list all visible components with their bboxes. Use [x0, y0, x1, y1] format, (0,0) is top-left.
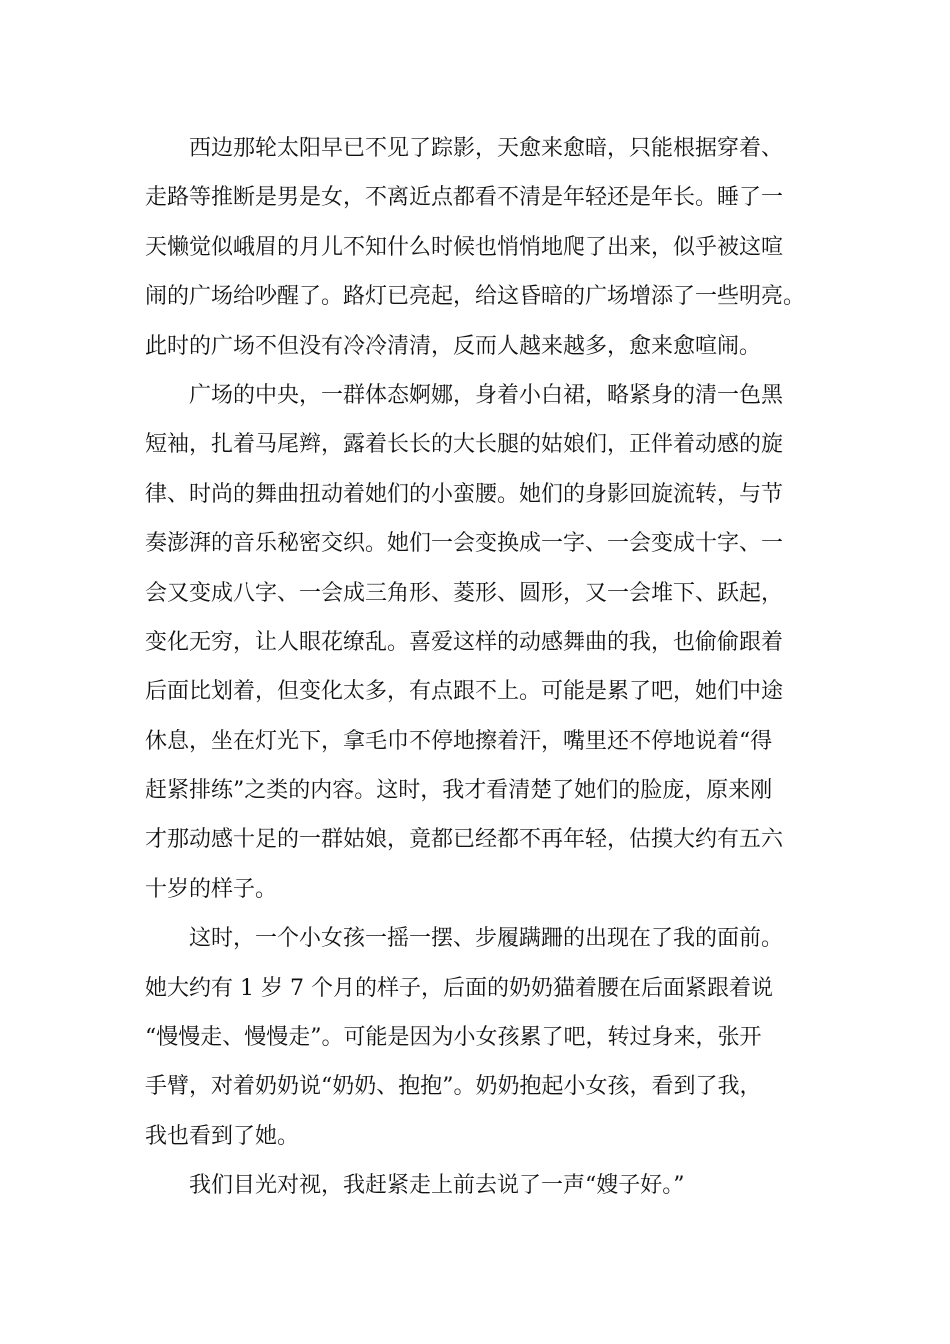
text-line: 才那动感十足的一群姑娘，竟都已经都不再年轻，估摸大约有五六 [145, 827, 784, 853]
text-line: 奏澎湃的音乐秘密交织。她们一会变换成一字、一会变成十字、一 [145, 531, 784, 557]
text-line: 十岁的样子。 [145, 876, 278, 902]
text-line: 走路等推断是男是女，不离近点都看不清是年轻还是年长。睡了一 [145, 185, 784, 211]
text-line: 我也看到了她。 [145, 1123, 300, 1149]
text-line: 变化无穷，让人眼花缭乱。喜爱这样的动感舞曲的我，也偷偷跟着 [145, 629, 784, 655]
text-line: 天懒觉似峨眉的月儿不知什么时候也悄悄地爬了出来，似乎被这喧 [145, 234, 784, 260]
text-line: 短袖，扎着马尾辫，露着长长的大长腿的姑娘们，正伴着动感的旋 [145, 432, 784, 458]
text-line: 西边那轮太阳早已不见了踪影，天愈来愈暗，只能根据穿着、 [189, 136, 784, 161]
text-line: 我们目光对视，我赶紧走上前去说了一声“嫂子好。” [189, 1173, 685, 1199]
text-line: “慢慢走、慢慢走”。可能是因为小女孩累了吧，转过身来，张开 [145, 1025, 762, 1051]
text-line: 会又变成八字、一会成三角形、菱形、圆形，又一会堆下、跃起， [145, 580, 784, 606]
text-line: 休息，坐在灯光下，拿毛巾不停地擦着汗，嘴里还不停地说着“得 [145, 728, 773, 754]
text-line: 律、时尚的舞曲扭动着她们的小蛮腰。她们的身影回旋流转，与节 [145, 481, 784, 507]
text-line: 手臂，对着奶奶说“奶奶、抱抱”。奶奶抱起小女孩，看到了我， [145, 1074, 762, 1100]
document-page [145, 124, 825, 1211]
paragraph-3 [145, 914, 825, 1161]
paragraph-2 [145, 371, 825, 914]
text-line: 闹的广场给吵醒了。路灯已亮起，给这昏暗的广场增添了一些明亮。 [145, 284, 806, 310]
text-line: 此时的广场不但没有冷冷清清，反而人越来越多，愈来愈喧闹。 [145, 333, 762, 359]
text-line: 赶紧排练”之类的内容。这时，我才看清楚了她们的脸庞，原来刚 [145, 778, 773, 804]
paragraph-1 [145, 124, 825, 371]
paragraph-4 [145, 1161, 825, 1210]
text-line: 后面比划着，但变化太多，有点跟不上。可能是累了吧，她们中途 [145, 679, 784, 705]
text-line: 这时，一个小女孩一摇一摆、步履蹒跚的出现在了我的面前。 [189, 926, 784, 952]
text-line: 广场的中央，一群体态婀娜，身着小白裙，略紧身的清一色黑 [189, 382, 784, 408]
text-line: 她大约有 1 岁 7 个月的样子，后面的奶奶猫着腰在后面紧跟着说 [145, 975, 773, 1001]
